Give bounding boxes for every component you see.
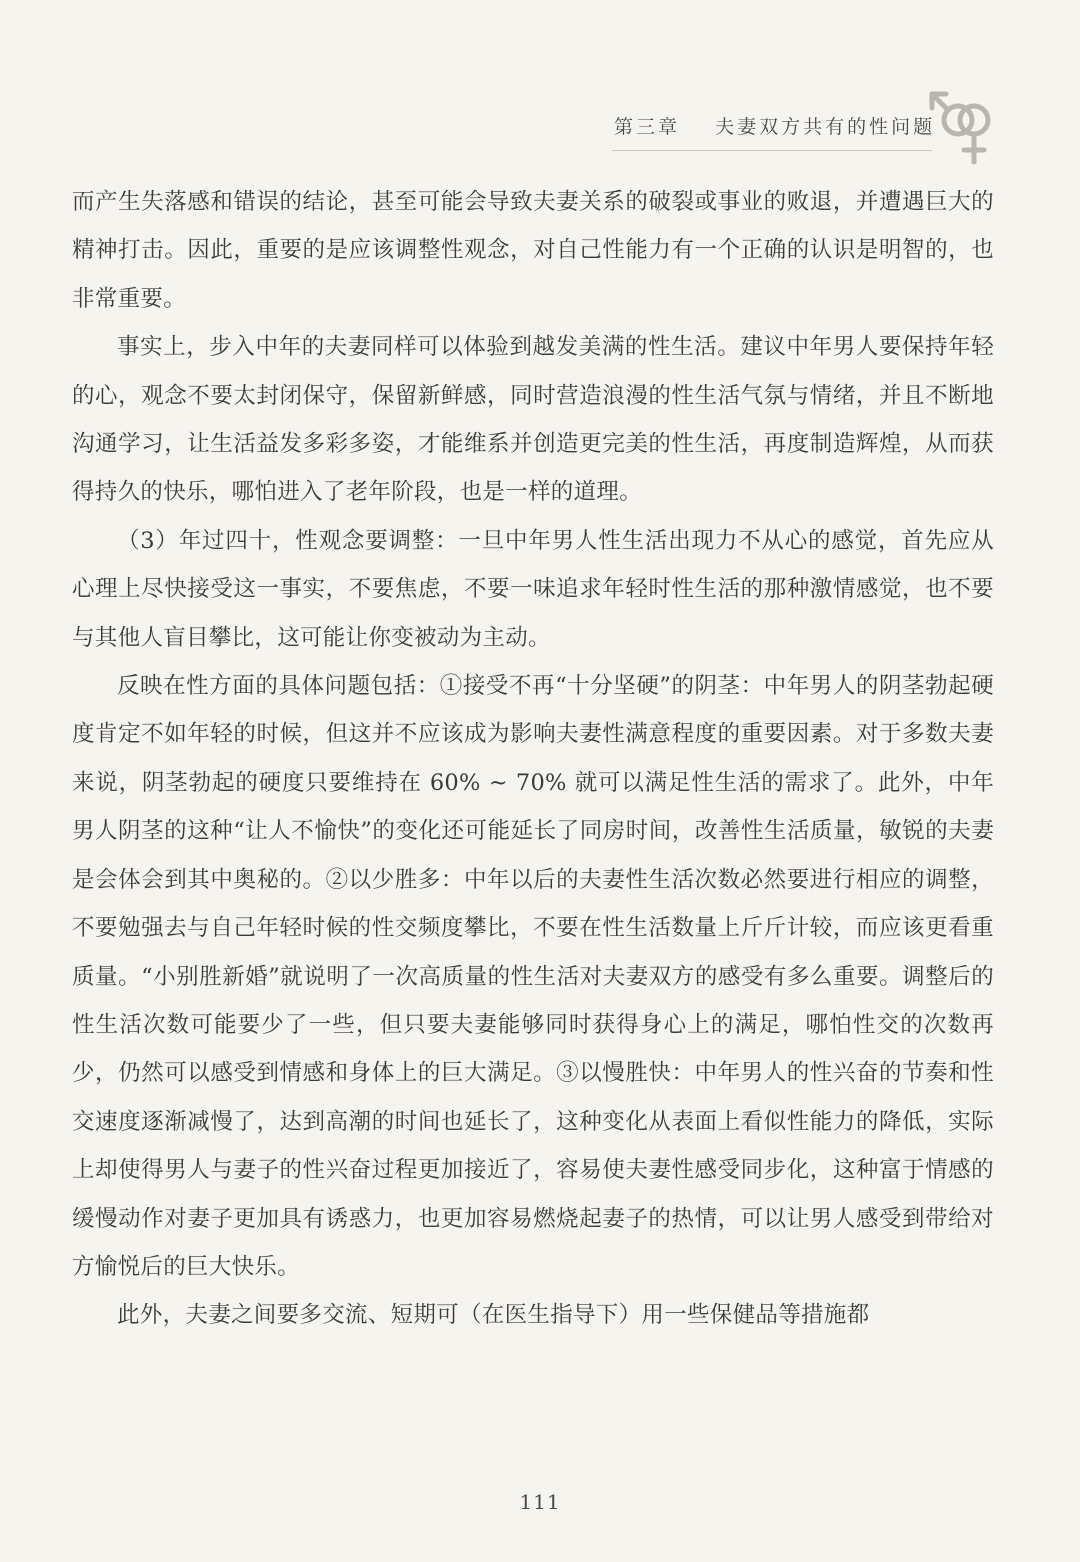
paragraph: 反映在性方面的具体问题包括：①接受不再“十分坚硬”的阴茎：中年男人的阴茎勃起硬度肯定不如年轻的时候，但这并不应该成为影响夫妻性满意程度的重要因素。对于多数夫妻来说，阴茎勃起的硬度只要维持在 60% ~ 70% 就可以满足性生活的需求了。此外，中年男人阴茎的这种“让人不愉快”的变化还可能延长了同房时间，改善性生活质量，敏锐的夫妻是会体会到其中奥秘的。②以少胜多：中年以后的夫妻性生活次数必然要进行相应的调整，不要勉强去与自己年轻时候的性交频度攀比，不要在性生活数量上斤斤计较，而应该更看重质量。“小别胜新婚”就说明了一次高质量的性生活对夫妻双方的感受有多么重要。调整后的性生活次数可能要少了一些，但只要夫妻能够同时获得身心上的满足，哪怕性交的次数再少，仍然可以感受到情感和身体上的巨大满足。③以慢胜快：中年男人的性兴奋的节奏和性交速度逐渐减慢了，达到高潮的时间也延长了，这种变化从表面上看似性能力的降低，实际上却使得男人与妻子的性兴奋过程更加接近了，容易使夫妻性感受同步化，这种富于情感的缓慢动作对妻子更加具有诱惑力，也更加容易燃烧起妻子的热情，可以让男人感受到带给对方愉悦后的巨大快乐。	[72, 673, 994, 1280]
page-number: 111	[519, 1490, 561, 1514]
paragraph-continued: 而产生失落感和错误的结论，甚至可能会导致夫妻关系的破裂或事业的败退，并遭遇巨大的精神打击。因此，重要的是应该调整性观念，对自己性能力有一个正确的认识是明智的，也非常重要。	[72, 189, 994, 312]
male-female-symbol-icon	[924, 86, 1004, 166]
body-text	[72, 178, 994, 1340]
paragraph: 事实上，步入中年的夫妻同样可以体验到越发美满的性生活。建议中年男人要保持年轻的心，观念不要太封闭保守，保留新鲜感，同时营造浪漫的性生活气氛与情绪，并且不断地沟通学习，让生活益发多彩多姿，才能维系并创造更完美的性生活，再度制造辉煌，从而获得持久的快乐，哪怕进入了老年阶段，也是一样的道理。	[72, 334, 994, 506]
paragraph: 此外，夫妻之间要多交流、短期可（在医生指导下）用一些保健品等措施都	[117, 1302, 870, 1329]
running-header	[614, 112, 935, 139]
chapter-title: 夫妻双方共有的性问题	[715, 116, 936, 138]
chapter-number: 第三章	[614, 116, 681, 138]
header-rule	[612, 150, 932, 151]
paragraph-point-3: （3）年过四十，性观念要调整：一旦中年男人性生活出现力不从心的感觉，首先应从心理上尽快接受这一事实，不要焦虑，不要一味追求年轻时性生活的那种激情感觉，也不要与其他人盲目攀比，这可能让你变被动为主动。	[72, 527, 994, 651]
